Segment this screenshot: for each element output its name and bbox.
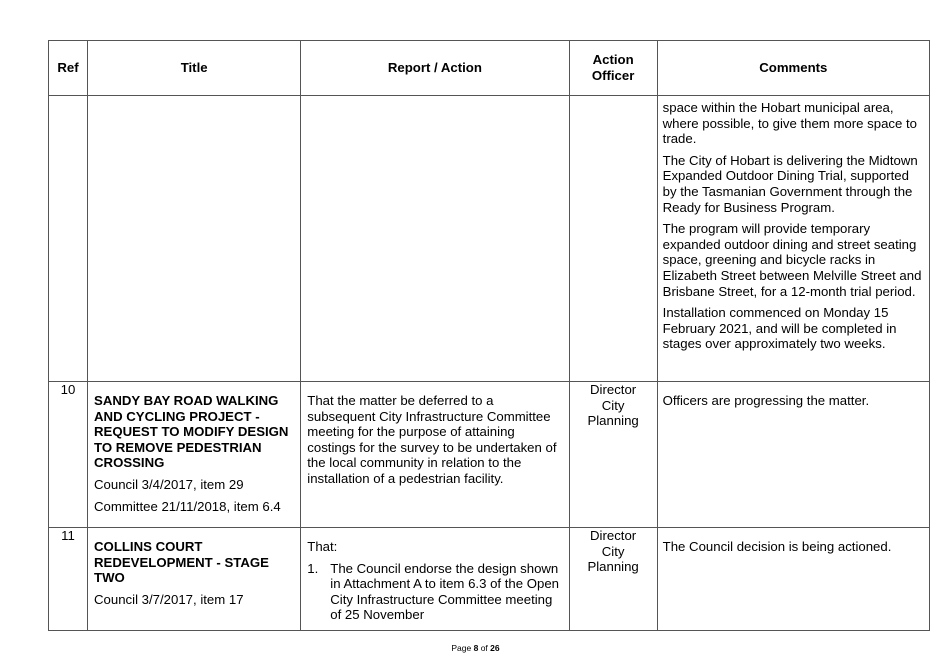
list-item-text: The Council endorse the design shown in Attachment A to item 6.3 of the Open City Infrastructure Committee meeting of 25 November bbox=[330, 560, 559, 623]
footer-page-word: Page bbox=[451, 643, 472, 653]
header-action-officer bbox=[569, 41, 657, 96]
table-row-continued bbox=[49, 96, 930, 382]
header-ref: Ref bbox=[49, 41, 88, 96]
item-title: SANDY BAY ROAD WALKING AND CYCLING PROJECT - REQUEST TO MODIFY DESIGN TO REMOVE PEDESTRIAN CROSSING bbox=[94, 393, 289, 471]
row-comments-cell bbox=[657, 528, 929, 631]
report-text: That the matter be deferred to a subsequent City Infrastructure Committee meeting for the purpose of attaining costings for the survey to be undertaken of the local community in relation to the installation of a pedestrian facility. bbox=[307, 393, 557, 486]
header-officer-line2: Officer bbox=[591, 68, 635, 83]
header-title: Title bbox=[88, 41, 301, 96]
footer-page-current: 8 bbox=[473, 643, 479, 653]
cont-officer-cell bbox=[569, 96, 657, 382]
header-officer-line1: Action bbox=[592, 52, 634, 68]
comment-text: The Council decision is being actioned. bbox=[662, 539, 892, 554]
table-header-row bbox=[49, 41, 930, 96]
officer-line: Director bbox=[590, 528, 637, 543]
comment-paragraph: The City of Hobart is delivering the Midtown Expanded Outdoor Dining Trial, supported by the Tasmanian Government through the Ready for Business Program. bbox=[662, 152, 918, 215]
row-ref: 11 bbox=[49, 528, 88, 631]
officer-line: Director bbox=[590, 382, 637, 397]
action-items-table bbox=[48, 40, 930, 631]
comment-paragraph: The program will provide temporary expanded outdoor dining and street seating space, greening and bicycle racks in Elizabeth Street between Melville Street and Brisbane Street, for a 12-month trial period. bbox=[662, 221, 922, 299]
row-title-cell bbox=[88, 382, 301, 528]
row-officer-cell bbox=[569, 382, 657, 528]
report-numbered-list bbox=[307, 561, 562, 623]
header-report-action: Report / Action bbox=[301, 41, 569, 96]
row-report-cell bbox=[301, 528, 569, 631]
committee-reference: Committee 21/11/2018, item 6.4 bbox=[94, 498, 281, 514]
footer-of-word: of bbox=[480, 643, 488, 653]
cont-title-cell bbox=[88, 96, 301, 382]
council-reference: Council 3/4/2017, item 29 bbox=[94, 476, 244, 492]
officer-line: Planning bbox=[587, 559, 639, 575]
officer-line: City bbox=[601, 543, 625, 559]
council-reference: Council 3/7/2017, item 17 bbox=[94, 591, 244, 607]
footer-page-total: 26 bbox=[490, 643, 500, 653]
cont-report-cell bbox=[301, 96, 569, 382]
header-comments: Comments bbox=[657, 41, 929, 96]
comment-paragraph: Installation commenced on Monday 15 February 2021, and will be completed in stages over approximately two weeks. bbox=[662, 305, 897, 352]
report-intro: That: bbox=[307, 539, 338, 554]
officer-line: Planning bbox=[587, 413, 639, 429]
row-officer-cell bbox=[569, 528, 657, 631]
comment-paragraph: space within the Hobart municipal area, where possible, to give them more space to trade. bbox=[662, 100, 918, 147]
row-title-cell bbox=[88, 528, 301, 631]
cont-ref-cell bbox=[49, 96, 88, 382]
table-row bbox=[49, 382, 930, 528]
table-row bbox=[49, 528, 930, 631]
row-ref: 10 bbox=[49, 382, 88, 528]
officer-line: City bbox=[601, 397, 625, 413]
row-report-cell bbox=[301, 382, 569, 528]
list-item bbox=[307, 561, 562, 623]
list-item-number: 1. bbox=[307, 560, 319, 576]
row-comments-cell bbox=[657, 382, 929, 528]
comment-text: Officers are progressing the matter. bbox=[662, 393, 870, 408]
cont-comments-cell bbox=[657, 96, 929, 382]
item-title: COLLINS COURT REDEVELOPMENT - STAGE TWO bbox=[94, 539, 269, 586]
page-footer bbox=[0, 643, 951, 653]
